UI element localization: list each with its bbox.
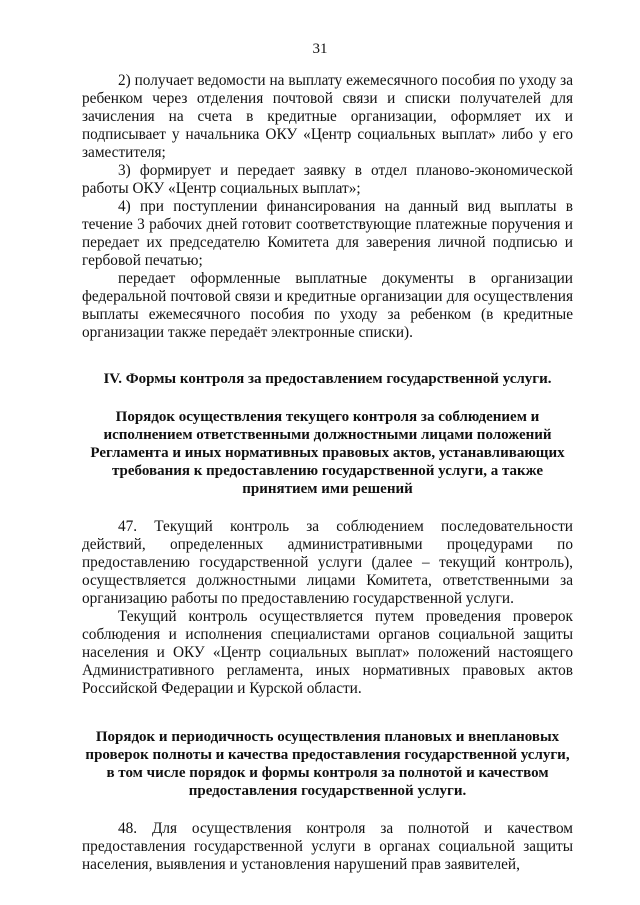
paragraph-item-2: 2) получает ведомости на выплату ежемесячного пособия по уходу за ребенком через отделения почтовой связи и списки получателей для зачисления на счета в кредитные организации, оформляет их и подписывает у начальника ОКУ «Центр социальных выплат» либо у его заместителя; (82, 72, 573, 161)
subsection-title-current-control: Порядок осуществления текущего контроля за соблюдением и исполнением ответственными должностными лицами положений Регламента и иных нормативных правовых актов, устанавливающих требования к предоставлению государственной услуги, а также принятием ими решений (90, 409, 565, 497)
paragraph-current-control: Текущий контроль осуществляется путем проведения проверок соблюдения и исполнения специалистами органов социальной защиты населения и ОКУ «Центр социальных выплат» положений настоящего Административного регламента, иных нормативных правовых актов Российской Федерации и Курской области. (82, 608, 573, 697)
paragraph-item-3: 3) формирует и передает заявку в отдел планово-экономической работы ОКУ «Центр социальных выплат»; (82, 162, 573, 197)
paragraph-transfer: передает оформленные выплатные документы в организации федеральной почтовой связи и кредитные организации для осуществления выплаты ежемесячного пособия по уходу за ребенком (в кредитные организации также передаёт электронные списки). (82, 270, 573, 341)
page-number: 31 (312, 41, 328, 57)
paragraph-48: 48. Для осуществления контроля за полнотой и качеством предоставления государственной услуги в органах социальной защиты населения, выявления и установления нарушений прав заявителей, (82, 820, 573, 873)
section-title: IV. Формы контроля за предоставлением государственной услуги. (103, 371, 552, 387)
subsection-title-inspections: Порядок и периодичность осуществления плановых и внеплановых проверок полноты и качества предоставления государственной услуги, в том числе порядок и формы контроля за полнотой и качеством предоставления государственной услуги. (85, 729, 570, 799)
paragraph-item-4: 4) при поступлении финансирования на данный вид выплаты в течение 3 рабочих дней готовит соответствующие платежные поручения и передает их председателю Комитета для заверения личной подписью и гербовой печатью; (82, 198, 573, 269)
document-body (82, 72, 573, 874)
paragraph-47: 47. Текущий контроль за соблюдением последовательности действий, определенных административными процедурами по предоставлению государственной услуги (далее – текущий контроль), осуществляется должностными лицами Комитета, ответственными за организацию работы по предоставлению государственной услуги. (82, 518, 573, 607)
